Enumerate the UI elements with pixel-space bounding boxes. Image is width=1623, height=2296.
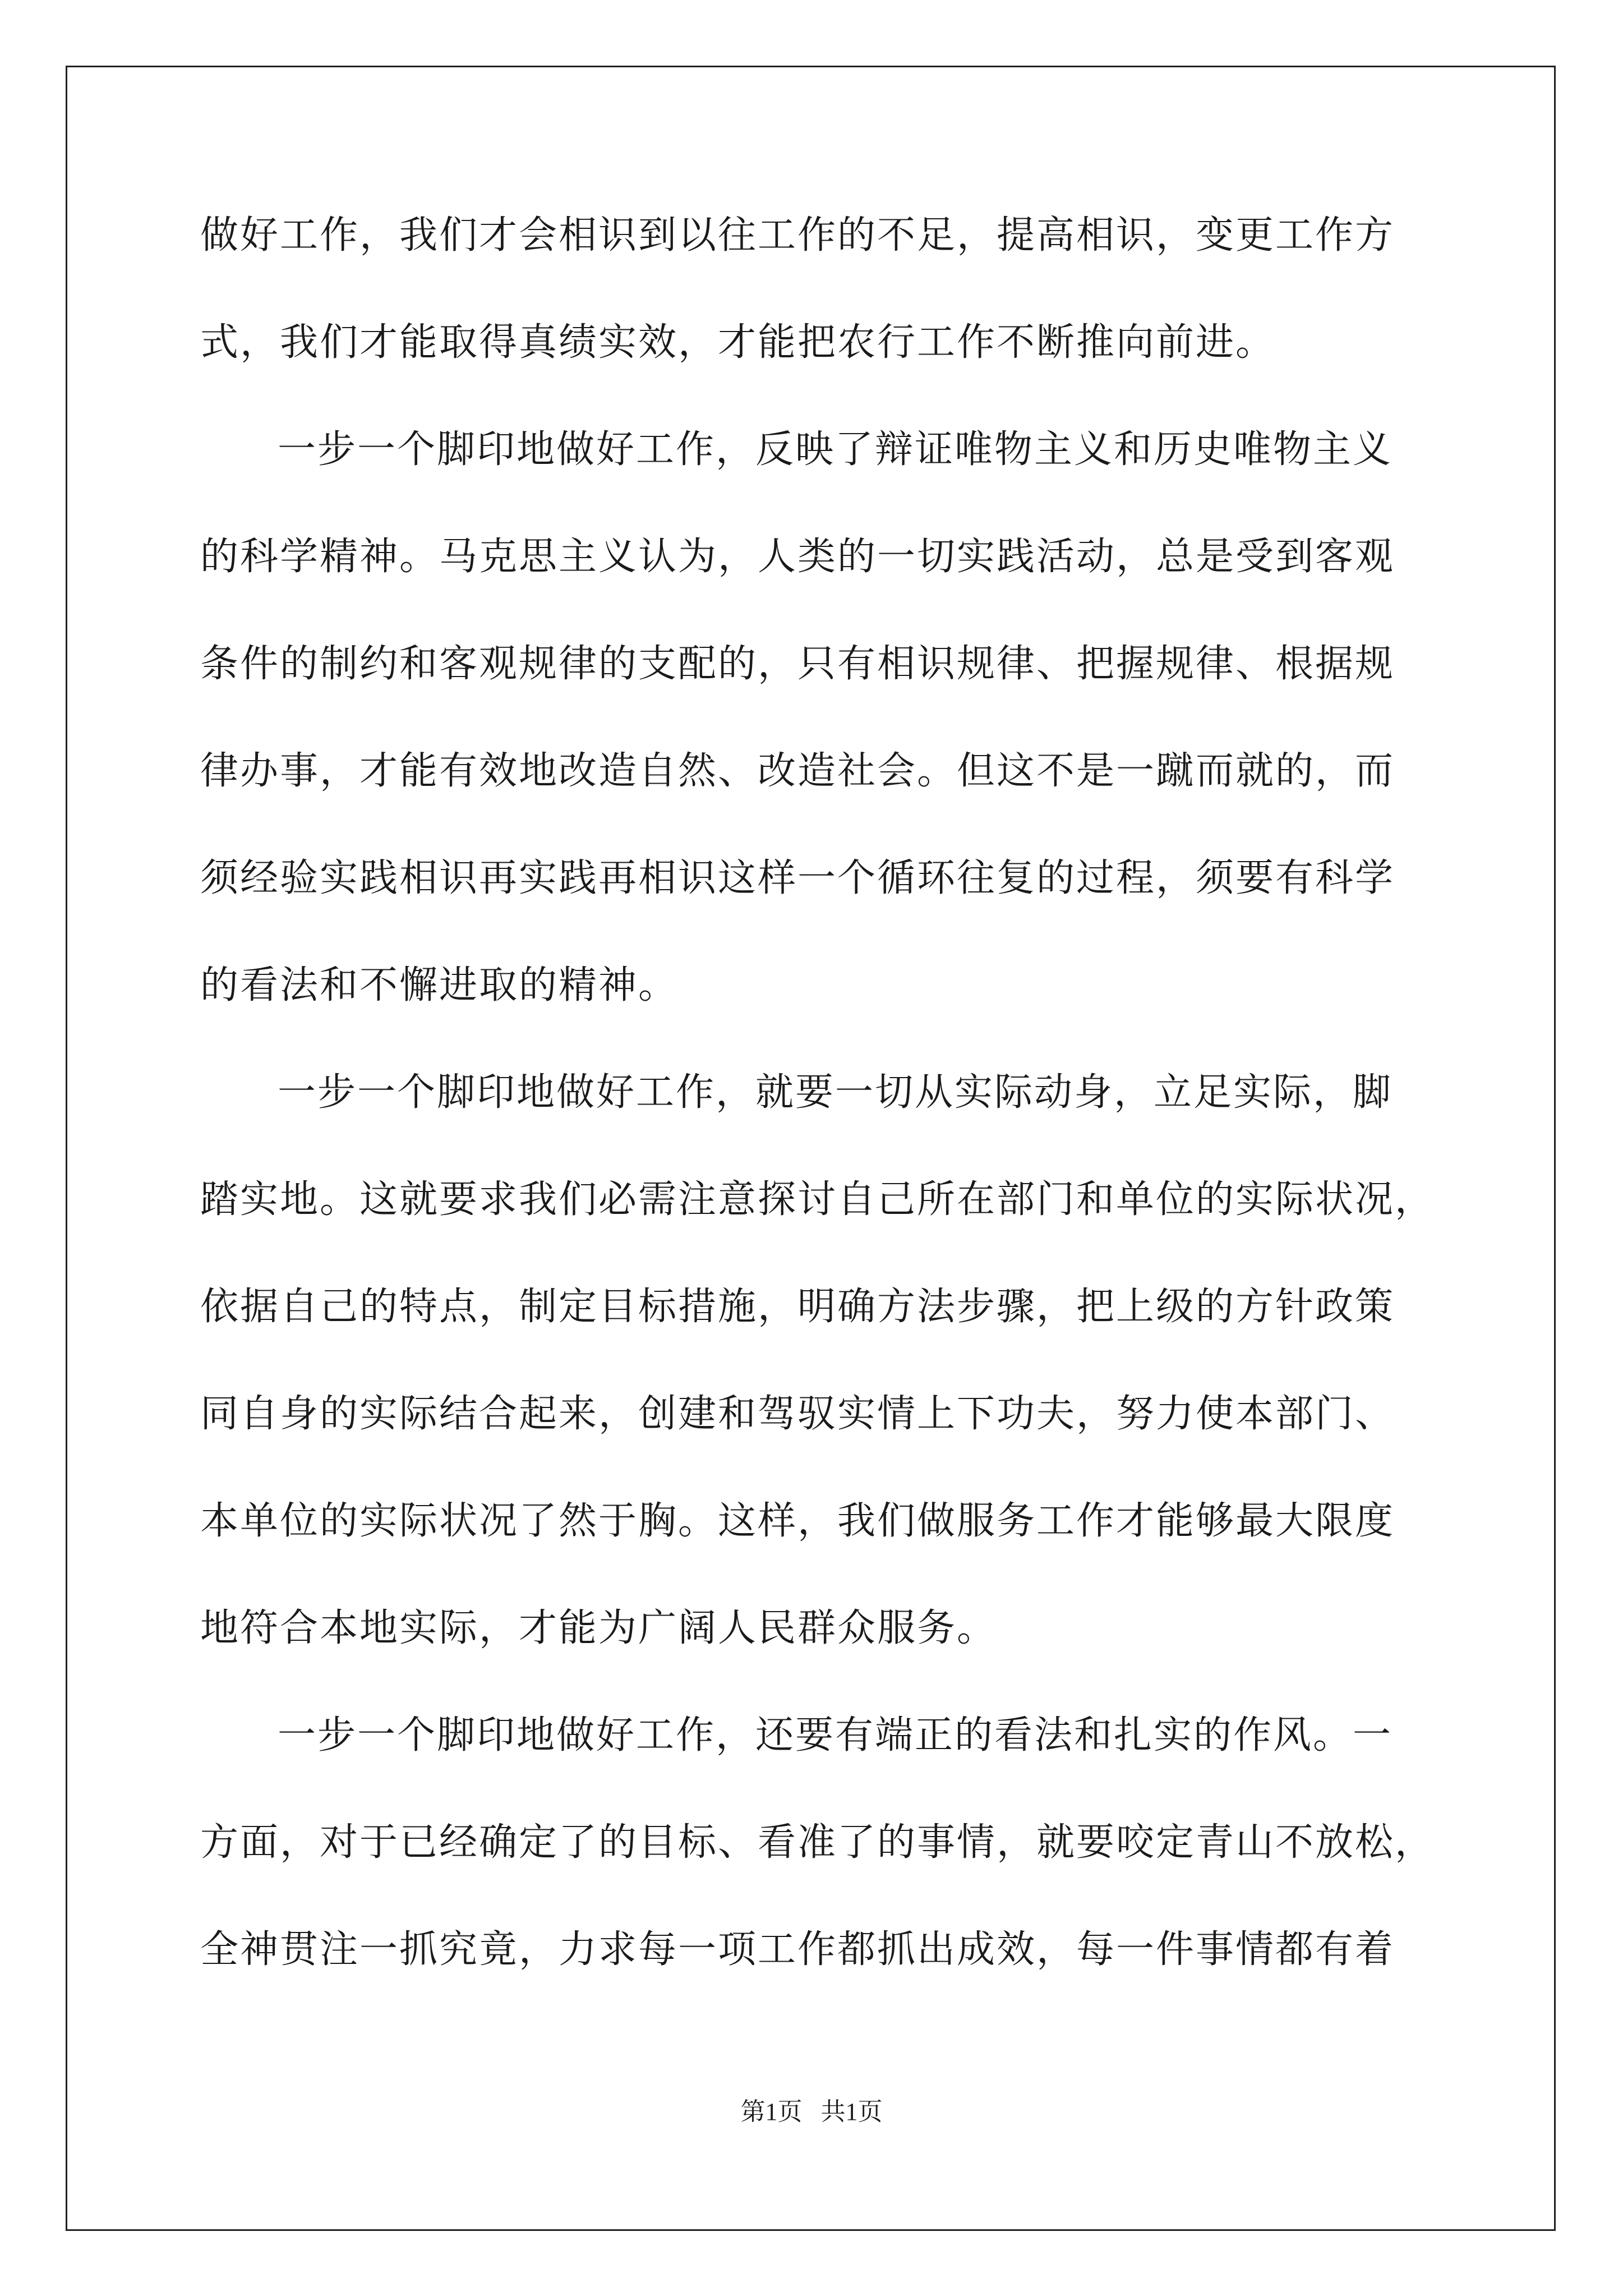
text-line: 地符合本地实际，才能为广阔人民群众服务。	[200, 1606, 997, 1650]
text-line: 方面，对于已经确定了的目标、看准了的事情，就要咬定青山不放松，	[200, 1820, 1435, 1865]
text-line: 踏实地。这就要求我们必需注意探讨自己所在部门和单位的实际状况，	[200, 1177, 1435, 1222]
text-line: 律办事，才能有效地改造自然、改造社会。但这不是一蹴而就的，而	[200, 749, 1395, 793]
text-line: 须经验实践相识再实践再相识这样一个循环往复的过程，须要有科学	[200, 856, 1395, 900]
paragraph-start-line: 一步一个脚印地做好工作，还要有端正的看法和扎实的作风。一	[278, 1713, 1393, 1757]
text-line: 全神贯注一抓究竟，力求每一项工作都抓出成效，每一件事情都有着	[200, 1927, 1395, 1972]
text-line: 做好工作，我们才会相识到以往工作的不足，提高相识，变更工作方	[200, 213, 1395, 257]
text-line: 依据自己的特点，制定目标措施，明确方法步骤，把上级的方针政策	[200, 1285, 1395, 1329]
paragraph-start-line: 一步一个脚印地做好工作，就要一切从实际动身，立足实际，脚	[278, 1070, 1393, 1115]
page-number-footer: 第1页 共1页	[740, 2098, 883, 2125]
text-line: 同自身的实际结合起来，创建和驾驭实情上下功夫，努力使本部门、	[200, 1392, 1395, 1436]
paragraph-start-line: 一步一个脚印地做好工作，反映了辩证唯物主义和历史唯物主义	[278, 427, 1393, 472]
text-line: 条件的制约和客观规律的支配的，只有相识规律、把握规律、根据规	[200, 642, 1395, 686]
text-line: 的看法和不懈进取的精神。	[200, 963, 679, 1007]
page-border	[66, 66, 1556, 2231]
text-line: 式，我们才能取得真绩实效，才能把农行工作不断推向前进。	[200, 320, 1276, 365]
text-line: 的科学精神。马克思主义认为，人类的一切实践活动，总是受到客观	[200, 535, 1395, 579]
text-line: 本单位的实际状况了然于胸。这样，我们做服务工作才能够最大限度	[200, 1499, 1395, 1543]
